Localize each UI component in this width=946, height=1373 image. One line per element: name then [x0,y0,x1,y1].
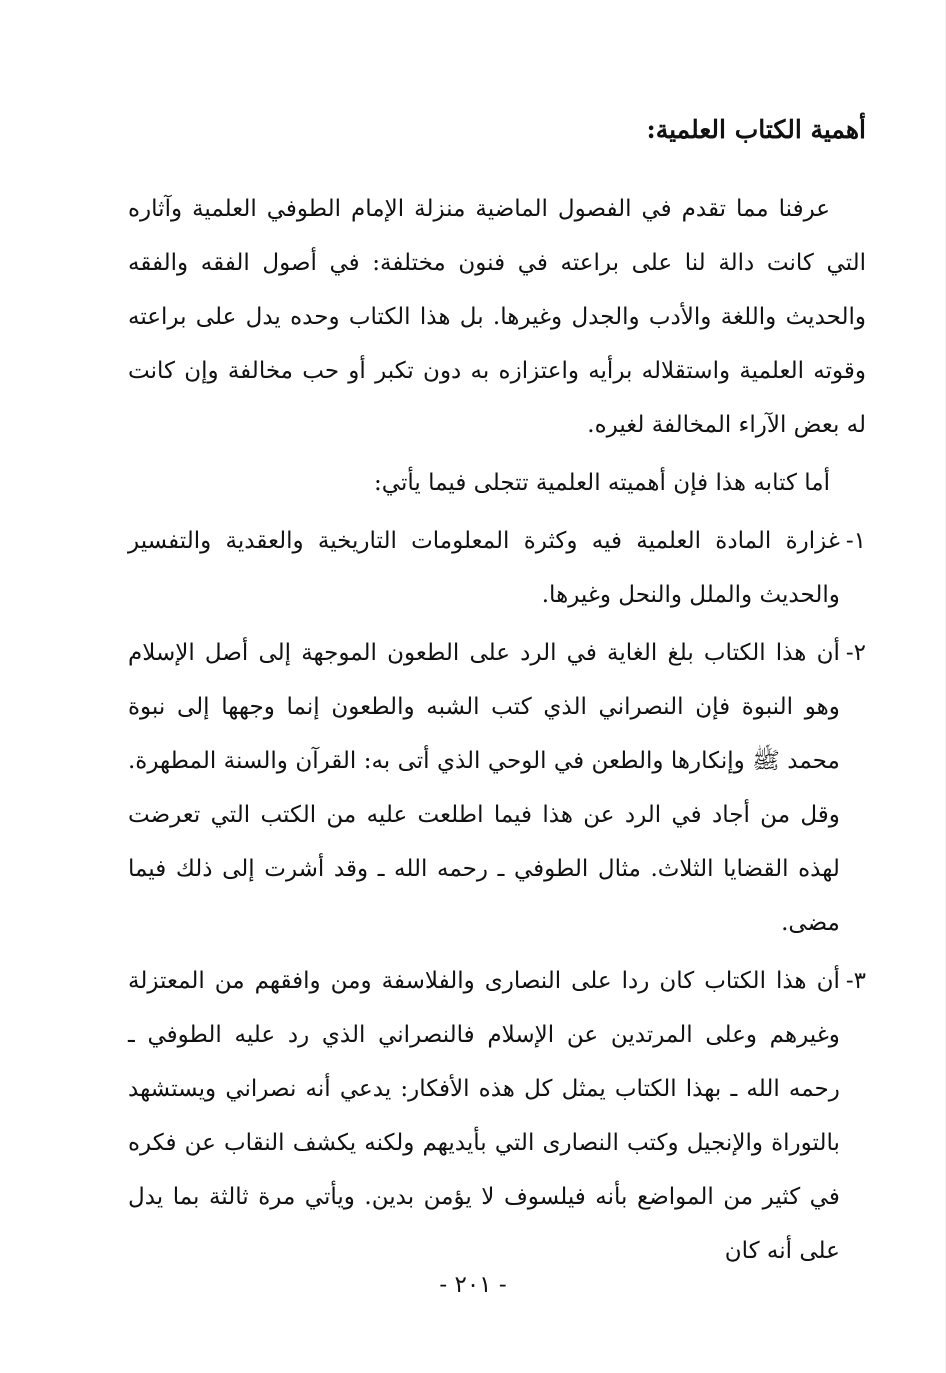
lead-paragraph: أما كتابه هذا فإن أهميته العلمية تتجلى فيما يأتي: [374,470,830,496]
list-item-number: ١- [845,528,866,554]
list-item-number: ٢- [845,640,866,666]
list-item-text: غزارة المادة العلمية فيه وكثرة المعلومات التاريخية والعقدية والتفسير والحديث والملل والنحل وغيرها. [128,528,840,608]
intro-paragraph: عرفنا مما تقدم في الفصول الماضية منزلة الإمام الطوفي العلمية وآثاره التي كانت دالة لنا على براعته في فنون مختلفة: في أصول الفقه والفقه والحديث واللغة والأدب والجدل وغيرها. بل هذا الكتاب وحده يدل على براعته وقوته العلمية واستقلاله برأيه واعتزازه به دون تكبر أو حب مخالفة وإن كانت له بعض الآراء المخالفة لغيره. [128,196,866,438]
list-item [128,626,866,950]
section-heading: أهمية الكتاب العلمية: [646,115,866,144]
list-item [128,514,866,622]
document-page [128,110,866,1278]
list-item [128,954,866,1278]
page-number: - ٢٠١ - [439,1272,507,1298]
list-item-number: ٣- [845,968,866,994]
list-item-text: أن هذا الكتاب كان ردا على النصارى والفلاسفة ومن وافقهم من المعتزلة وغيرهم وعلى المرتدين عن الإسلام فالنصراني الذي رد عليه الطوفي ـ رحمه الله ـ بهذا الكتاب يمثل كل هذه الأفكار: يدعي أنه نصراني ويستشهد بالتوراة والإنجيل وكتب النصارى التي بأيديهم ولكنه يكشف النقاب عن فكره في كثير من المواضع بأنه فيلسوف لا يؤمن بدين. ويأتي مرة ثالثة بما يدل على أنه كان [128,968,840,1264]
list-item-text: أن هذا الكتاب بلغ الغاية في الرد على الطعون الموجهة إلى أصل الإسلام وهو النبوة فإن النصراني الذي كتب الشبه والطعون إنما وجهها إلى نبوة محمد ﷺ وإنكارها والطعن في الوحي الذي أتى به: القرآن والسنة المطهرة. وقل من أجاد في الرد عن هذا فيما اطلعت عليه من الكتب التي تعرضت لهذه القضايا الثلاث. مثال الطوفي ـ رحمه الله ـ وقد أشرت إلى ذلك فيما مضى. [128,640,840,936]
